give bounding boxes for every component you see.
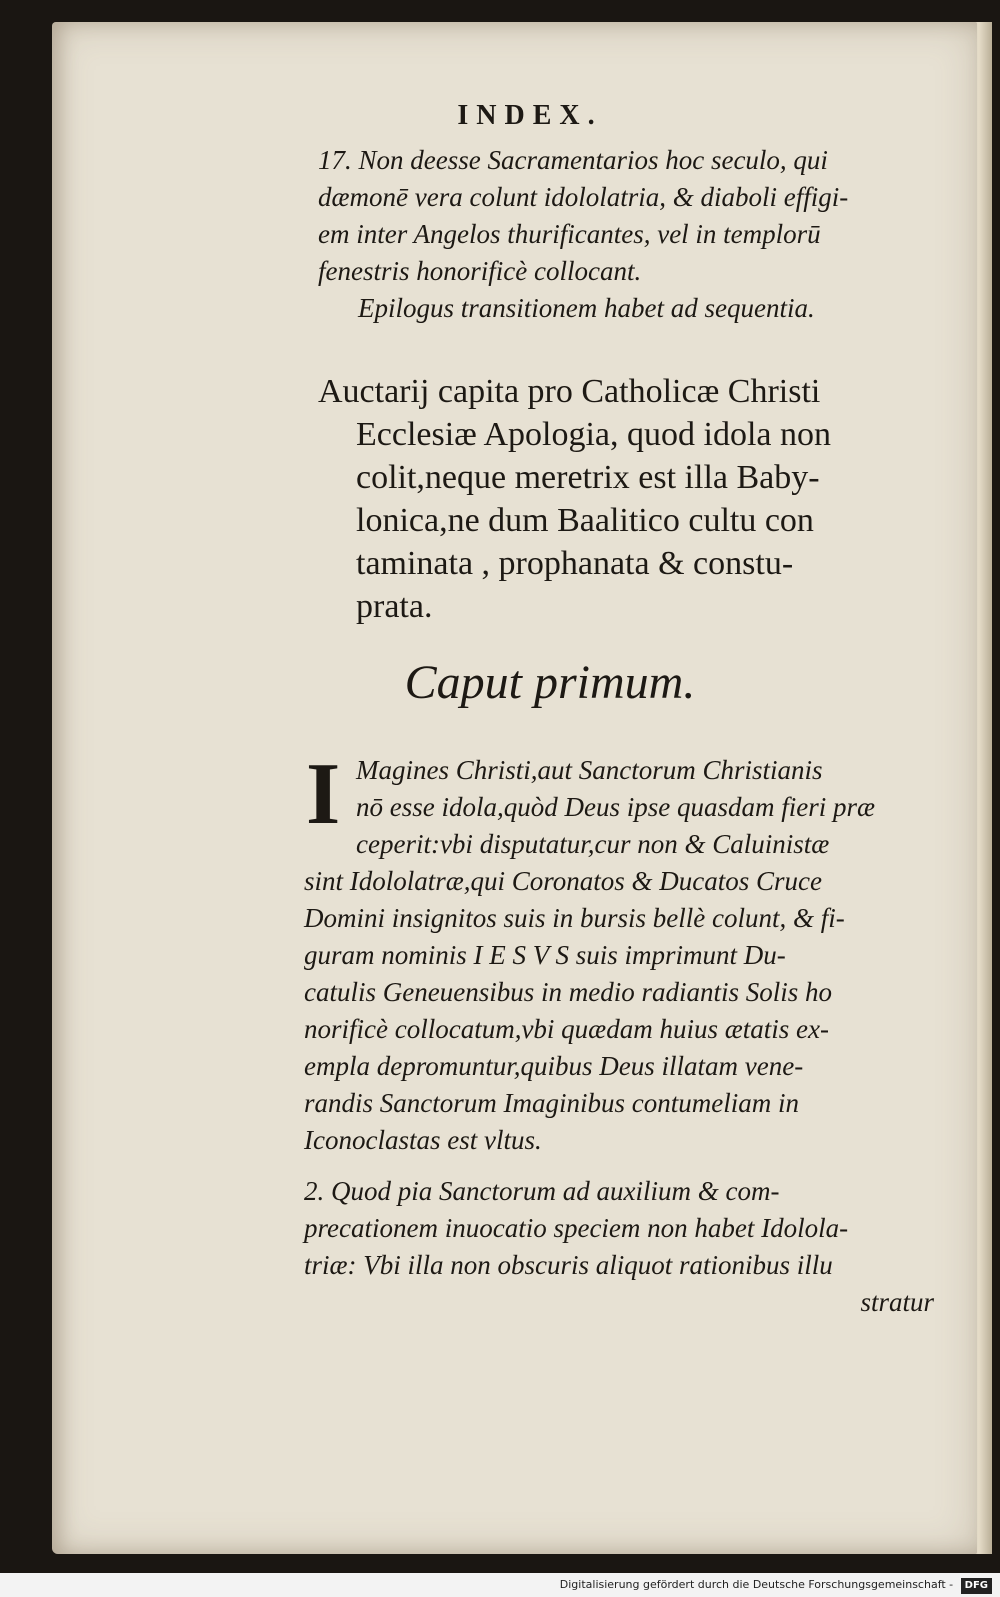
catchword: stratur [860, 1287, 934, 1317]
text-line: colit,neque meretrix est illa Baby- [356, 459, 820, 496]
text-line: Domini insignitos suis in bursis bellè colunt, & fi- [304, 903, 845, 933]
text-line: Ecclesiæ Apologia, quod idola non [356, 416, 831, 453]
text-line: randis Sanctorum Imaginibus contumeliam in [304, 1088, 799, 1118]
epilogue-line: Epilogus transitionem habet ad sequentia. [358, 293, 815, 323]
text-line: em inter Angelos thurificantes, vel in templorū [318, 219, 821, 249]
text-line: nō esse idola,quòd Deus ipse quasdam fieri præ [356, 792, 875, 822]
text-line: 2. Quod pia Sanctorum ad auxilium & com- [304, 1176, 780, 1206]
text-line: triæ: Vbi illa non obscuris aliquot rationibus illu [304, 1250, 833, 1280]
index-entry-17 [318, 142, 958, 327]
footer-credit: Digitalisierung gefördert durch die Deutsche Forschungsgemeinschaft - [559, 1578, 954, 1591]
text-line: prata. [356, 588, 433, 625]
text-line: 17. Non deesse Sacramentarios hoc seculo, qui [318, 145, 828, 175]
dfg-logo: DFG [961, 1578, 992, 1594]
text-line: sint Idololatræ,qui Coronatos & Ducatos Cruce [304, 866, 823, 896]
drop-cap: I [306, 746, 341, 843]
text-line: Magines Christi,aut Sanctorum Christianis [356, 755, 823, 785]
text-line: Auctarij capita pro Catholicæ Christi [318, 373, 821, 410]
auctarium-heading [318, 370, 958, 628]
index-entry-2 [304, 1173, 954, 1321]
text-line: fenestris honorificè collocant. [318, 256, 642, 286]
text-line: catulis Geneuensibus in medio radiantis Solis ho [304, 977, 832, 1007]
text-line: norificè collocatum,vbi quædam huius ætatis ex- [304, 1014, 829, 1044]
index-entry-1-head [356, 752, 956, 863]
text-line: dæmonē vera colunt idololatria, & diaboli effigi- [318, 182, 849, 212]
text-line: taminata , prophanata & constu- [356, 545, 794, 582]
text-line: ceperit:vbi disputatur,cur non & Caluinistæ [356, 829, 830, 859]
index-entry-1-body [304, 863, 954, 1159]
digitization-footer [0, 1573, 1000, 1597]
chapter-title: Caput primum. [404, 656, 696, 709]
text-line: precationem inuocatio speciem non habet Idolola- [304, 1213, 849, 1243]
text-line: lonica,ne dum Baalitico cultu con [356, 502, 814, 539]
page-header: INDEX. [457, 100, 603, 131]
text-line: guram nominis I E S V S suis imprimunt Du- [304, 940, 786, 970]
text-line: Iconoclastas est vltus. [304, 1125, 542, 1155]
text-line: empla depromuntur,quibus Deus illatam vene- [304, 1051, 804, 1081]
